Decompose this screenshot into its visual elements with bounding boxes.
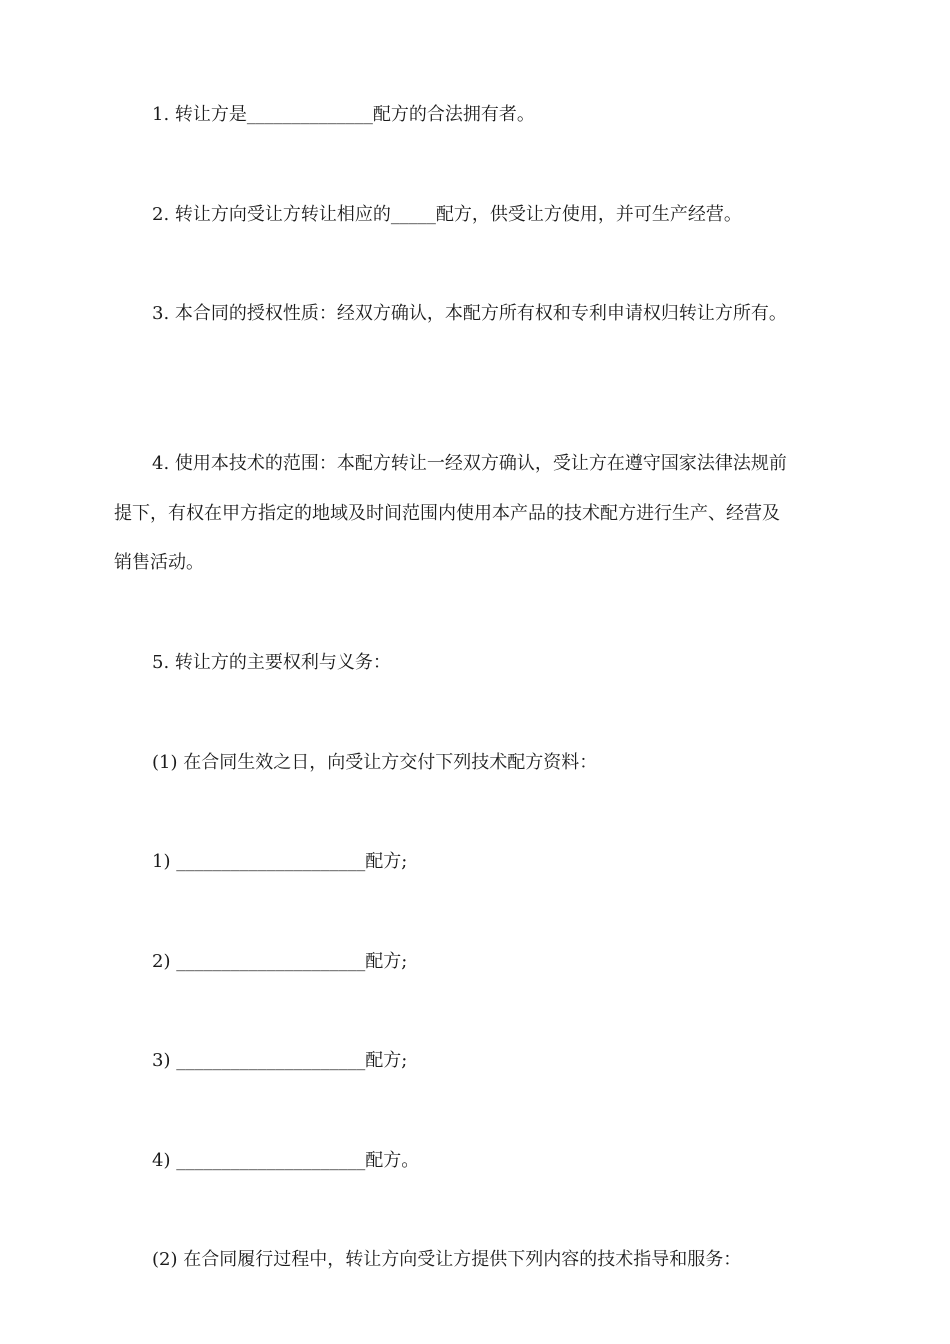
formula-item-1: 1) _____________________配方; bbox=[152, 851, 408, 872]
clause-4-line-2: 提下，有权在甲方指定的地域及时间范围内使用本产品的技术配方进行生产、经营及 bbox=[114, 503, 780, 524]
clause-4-line-3: 销售活动。 bbox=[114, 552, 204, 573]
clause-4-line-1: 4. 使用本技术的范围：本配方转让一经双方确认，受让方在遵守国家法律法规前 bbox=[152, 453, 787, 474]
clause-5-sub-2: (2) 在合同履行过程中，转让方向受让方提供下列内容的技术指导和服务： bbox=[152, 1249, 742, 1270]
clause-2: 2. 转让方向受让方转让相应的_____配方，供受让方使用，并可生产经营。 bbox=[152, 204, 742, 225]
clause-3: 3. 本合同的授权性质：经双方确认，本配方所有权和专利申请权归转让方所有。 bbox=[152, 303, 787, 324]
clause-1: 1. 转让方是______________配方的合法拥有者。 bbox=[152, 104, 535, 125]
formula-item-4: 4) _____________________配方。 bbox=[152, 1150, 420, 1171]
formula-item-3: 3) _____________________配方; bbox=[152, 1050, 408, 1071]
clause-5-sub-1: (1) 在合同生效之日，向受让方交付下列技术配方资料： bbox=[152, 752, 598, 773]
clause-5: 5. 转让方的主要权利与义务： bbox=[152, 652, 391, 673]
formula-item-2: 2) _____________________配方; bbox=[152, 951, 408, 972]
